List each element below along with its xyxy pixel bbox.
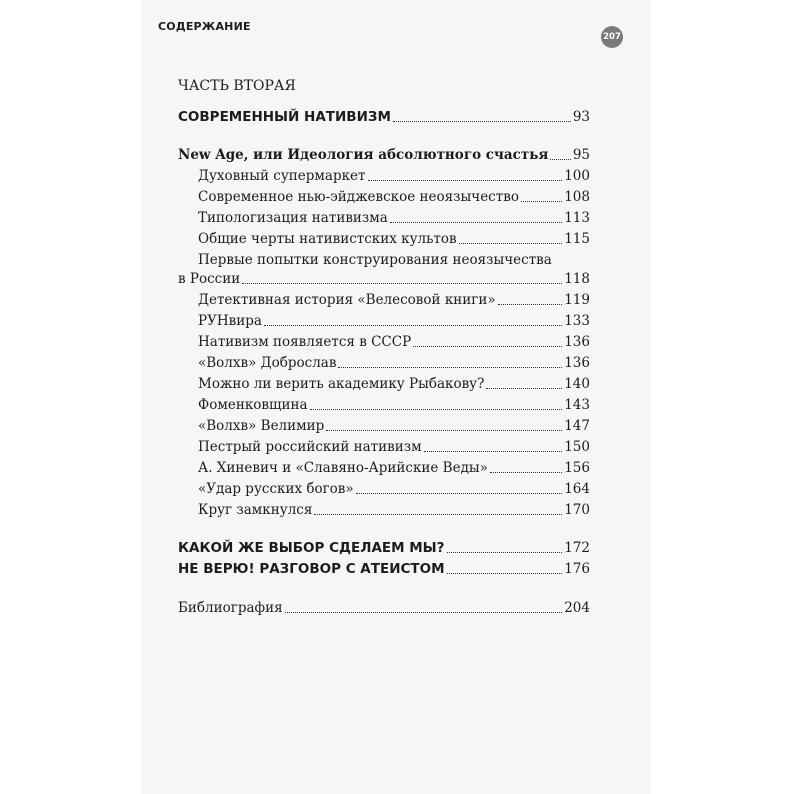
toc-page: 204 — [564, 600, 590, 616]
toc-page: 172 — [564, 540, 590, 556]
toc-title-line1: Первые попытки конструирования неоязычества — [198, 252, 552, 268]
toc-page: 133 — [564, 313, 590, 329]
leader-dots — [424, 450, 563, 452]
toc-row[interactable] — [198, 167, 590, 185]
toc-row-section[interactable] — [178, 146, 590, 164]
leader-dots — [285, 611, 563, 613]
toc-page: 100 — [564, 168, 590, 184]
leader-dots — [368, 179, 563, 181]
toc-title: СОВРЕМЕННЫЙ НАТИВИЗМ — [178, 109, 391, 125]
toc-title: «Волхв» Доброслав — [198, 355, 337, 371]
toc-title: «Волхв» Велимир — [198, 418, 325, 434]
toc-row-bibliography[interactable] — [178, 599, 590, 617]
toc-row[interactable] — [198, 438, 590, 456]
toc-row[interactable] — [198, 312, 590, 330]
toc-title: Библиография — [178, 600, 283, 616]
leader-dots — [314, 513, 562, 515]
toc-row-chapter[interactable] — [178, 539, 590, 557]
toc-row[interactable] — [198, 209, 590, 227]
toc-title: Можно ли верить академику Рыбакову? — [198, 376, 485, 392]
toc-page: 156 — [564, 460, 590, 476]
toc-page: 136 — [564, 355, 590, 371]
toc-page: 93 — [572, 109, 590, 125]
toc-title: РУНвира — [198, 313, 262, 329]
toc-title: Фоменковщина — [198, 397, 308, 413]
running-header: СОДЕРЖАНИЕ — [158, 20, 251, 33]
toc-page: 170 — [564, 502, 590, 518]
toc-title: Современное нью-эйджевское неоязычество — [198, 189, 519, 205]
toc-row[interactable] — [198, 291, 590, 309]
leader-dots — [310, 408, 563, 410]
toc-page: 150 — [564, 439, 590, 455]
toc-page: 136 — [564, 334, 590, 350]
toc-page: 95 — [572, 147, 590, 163]
toc-row[interactable] — [198, 230, 590, 248]
toc-row[interactable] — [198, 396, 590, 414]
toc-title: А. Хиневич и «Славяно-Арийские Веды» — [198, 460, 488, 476]
leader-dots — [338, 366, 562, 368]
toc-title: Пестрый российский нативизм — [198, 439, 422, 455]
leader-dots — [326, 429, 562, 431]
leader-dots — [393, 120, 571, 122]
toc-row[interactable] — [198, 417, 590, 435]
toc-row[interactable] — [198, 188, 590, 206]
toc-page: 164 — [564, 481, 590, 497]
toc-title: «Удар русских богов» — [198, 481, 354, 497]
leader-dots — [521, 200, 562, 202]
leader-dots — [447, 572, 563, 574]
leader-dots — [242, 282, 562, 284]
leader-dots — [447, 551, 563, 553]
leader-dots — [356, 492, 563, 494]
toc-title: Духовный супермаркет — [198, 168, 366, 184]
toc-title: НЕ ВЕРЮ! РАЗГОВОР С АТЕИСТОМ — [178, 561, 445, 577]
leader-dots — [550, 158, 570, 160]
leader-dots — [390, 221, 562, 223]
toc-row[interactable] — [198, 501, 590, 519]
toc-page: 108 — [564, 189, 590, 205]
toc-row[interactable] — [198, 480, 590, 498]
toc-title: Типологизация нативизма — [198, 210, 388, 226]
toc-page: 118 — [564, 271, 590, 287]
toc-page: 176 — [564, 561, 590, 577]
leader-dots — [413, 345, 562, 347]
toc-row[interactable] — [178, 270, 590, 288]
toc-title: КАКОЙ ЖЕ ВЫБОР СДЕЛАЕМ МЫ? — [178, 540, 445, 556]
toc-page: 115 — [564, 231, 590, 247]
leader-dots — [264, 324, 562, 326]
toc-page: 113 — [564, 210, 590, 226]
toc-page: 143 — [564, 397, 590, 413]
toc-row[interactable] — [198, 354, 590, 372]
toc-row[interactable] — [198, 459, 590, 477]
toc-title-line2: в России — [178, 271, 241, 287]
toc-page: 119 — [564, 292, 590, 308]
toc-row[interactable] — [198, 375, 590, 393]
toc-title: Детективная история «Велесовой книги» — [198, 292, 496, 308]
leader-dots — [459, 242, 563, 244]
page-number-badge: 207 — [601, 26, 623, 48]
leader-dots — [486, 387, 562, 389]
toc-title: New Age, или Идеология абсолютного счастья — [178, 147, 549, 163]
toc-title: Нативизм появляется в СССР — [198, 334, 412, 350]
toc-title: Общие черты нативистских культов — [198, 231, 457, 247]
toc-row-chapter[interactable] — [178, 560, 590, 578]
toc-row[interactable] — [198, 333, 590, 351]
toc-page: 147 — [564, 418, 590, 434]
toc-page: 140 — [564, 376, 590, 392]
toc-row-part-title[interactable] — [178, 108, 590, 126]
toc-title: Круг замкнулся — [198, 502, 313, 518]
leader-dots — [498, 303, 563, 305]
part-label: ЧАСТЬ ВТОРАЯ — [178, 78, 296, 94]
leader-dots — [490, 471, 562, 473]
